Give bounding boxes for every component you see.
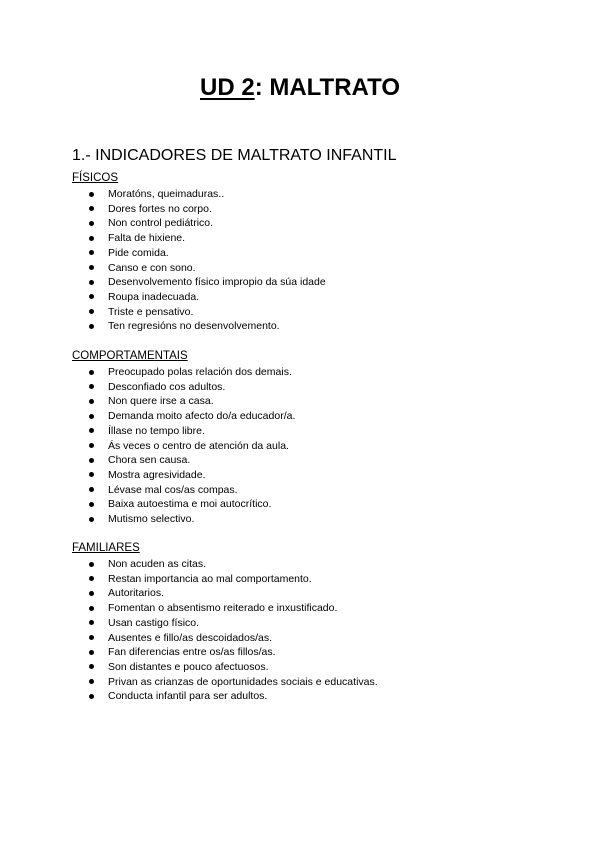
bullet-icon: [89, 694, 94, 699]
bullet-icon: [89, 250, 94, 255]
list-item: [72, 290, 542, 305]
list-item-text: Ausentes e fillo/as descoidados/as.: [108, 631, 273, 644]
list-item: [72, 631, 542, 646]
group-heading: COMPORTAMENTAIS: [72, 350, 188, 362]
list-item: [72, 261, 542, 276]
title-unit: UD 2: [200, 74, 255, 101]
list-item-text: Mutismo selectivo.: [108, 513, 195, 526]
list-item: [72, 586, 542, 601]
list-item-text: Pide comida.: [108, 246, 169, 259]
list-item-text: Falta de hixiene.: [108, 232, 186, 245]
list-item: [72, 275, 542, 290]
bullet-icon: [89, 443, 94, 448]
list-item: [72, 645, 542, 660]
list-item-text: Ás veces o centro de atención da aula.: [108, 439, 289, 452]
list-item-text: Conducta infantil para ser adultos.: [108, 690, 268, 703]
bullet-icon: [89, 206, 94, 211]
list-item-text: Triste e pensativo.: [108, 305, 194, 318]
list-item: [72, 497, 542, 512]
bullet-icon: [89, 458, 94, 463]
list-item-text: Mostra agresividade.: [108, 468, 206, 481]
list-item-text: Desenvolvemento físico impropio da súa idade: [108, 276, 326, 289]
bullet-icon: [89, 679, 94, 684]
list-item-text: Dores fortes no corpo.: [108, 202, 212, 215]
list-item: [72, 601, 542, 616]
list-item-text: Usan castigo físico.: [108, 616, 200, 629]
bullet-icon: [89, 635, 94, 640]
list-item: [72, 319, 542, 334]
group-fisicos: [72, 171, 542, 334]
list-item-text: Ten regresións no desenvolvemento.: [108, 320, 280, 333]
bullet-icon: [89, 606, 94, 611]
group-familiares: [72, 541, 542, 704]
bullet-icon: [89, 294, 94, 299]
list-item: [72, 439, 542, 454]
bullet-icon: [89, 502, 94, 507]
list-item: [72, 468, 542, 483]
list-item: [72, 572, 542, 587]
list-item: [72, 365, 542, 380]
list-item-text: Son distantes e pouco afectuosos.: [108, 660, 269, 673]
list-item-text: Non control pediátrico.: [108, 217, 214, 230]
list-item-text: Fan diferencias entre os/as fillos/as.: [108, 646, 276, 659]
bullet-icon: [89, 236, 94, 241]
group-heading: FÍSICOS: [72, 172, 119, 184]
bullet-icon: [89, 221, 94, 226]
list-item: [72, 246, 542, 261]
list-item: [72, 305, 542, 320]
list-item: [72, 394, 542, 409]
list-item-text: Preocupado polas relación dos demais.: [108, 366, 292, 378]
bullet-list: [72, 557, 542, 704]
bullet-icon: [89, 664, 94, 669]
list-item: [72, 512, 542, 527]
list-item: [72, 202, 542, 217]
title-topic: : MALTRATO: [254, 74, 400, 101]
list-item: [72, 675, 542, 690]
list-item: [72, 483, 542, 498]
bullet-icon: [89, 591, 94, 596]
list-item: [72, 660, 542, 675]
bullet-list: [72, 365, 542, 527]
bullet-icon: [89, 324, 94, 329]
bullet-icon: [89, 620, 94, 625]
bullet-icon: [89, 428, 94, 433]
bullet-icon: [89, 309, 94, 314]
page-title: [0, 72, 600, 104]
list-item: [72, 231, 542, 246]
list-item-text: Restan importancia ao mal comportamento.: [108, 572, 312, 585]
bullet-icon: [89, 487, 94, 492]
list-item: [72, 616, 542, 631]
bullet-icon: [89, 562, 94, 567]
list-item-text: Canso e con sono.: [108, 261, 196, 274]
bullet-icon: [89, 192, 94, 197]
list-item-text: Baixa autoestima e moi autocrítico.: [108, 498, 272, 511]
list-item: [72, 424, 542, 439]
list-item: [72, 380, 542, 395]
list-item-text: Fomentan o absentismo reiterado e inxustificado.: [108, 602, 338, 615]
list-item-text: Lévase mal cos/as compas.: [108, 483, 238, 496]
section-title: 1.- INDICADORES DE MALTRATO INFANTIL: [72, 147, 397, 164]
list-item-text: Moratóns, queimaduras..: [108, 188, 225, 200]
bullet-icon: [89, 414, 94, 419]
list-item-text: Demanda moito afecto do/a educador/a.: [108, 410, 296, 423]
list-item-text: Íllase no tempo libre.: [108, 424, 205, 437]
bullet-icon: [89, 472, 94, 477]
list-item: [72, 557, 542, 572]
list-item: [72, 187, 542, 202]
list-item: [72, 409, 542, 424]
list-item-text: Non acuden as citas.: [108, 558, 207, 570]
group-heading: FAMILIARES: [72, 542, 140, 554]
bullet-icon: [89, 576, 94, 581]
bullet-icon: [89, 517, 94, 522]
list-item: [72, 453, 542, 468]
bullet-icon: [89, 265, 94, 270]
list-item-text: Privan as crianzas de oportunidades sociais e educativas.: [108, 675, 378, 688]
list-item-text: Desconfiado cos adultos.: [108, 380, 226, 393]
list-item-text: Non quere irse a casa.: [108, 395, 214, 408]
list-item-text: Roupa inadecuada.: [108, 290, 200, 303]
list-item: [72, 689, 542, 704]
list-item-text: Autoritarios.: [108, 587, 165, 600]
bullet-icon: [89, 399, 94, 404]
bullet-icon: [89, 370, 94, 375]
bullet-list: [72, 187, 542, 334]
bullet-icon: [89, 280, 94, 285]
group-comportamentais: [72, 349, 542, 527]
list-item-text: Chora sen causa.: [108, 454, 191, 467]
bullet-icon: [89, 384, 94, 389]
list-item: [72, 216, 542, 231]
bullet-icon: [89, 650, 94, 655]
